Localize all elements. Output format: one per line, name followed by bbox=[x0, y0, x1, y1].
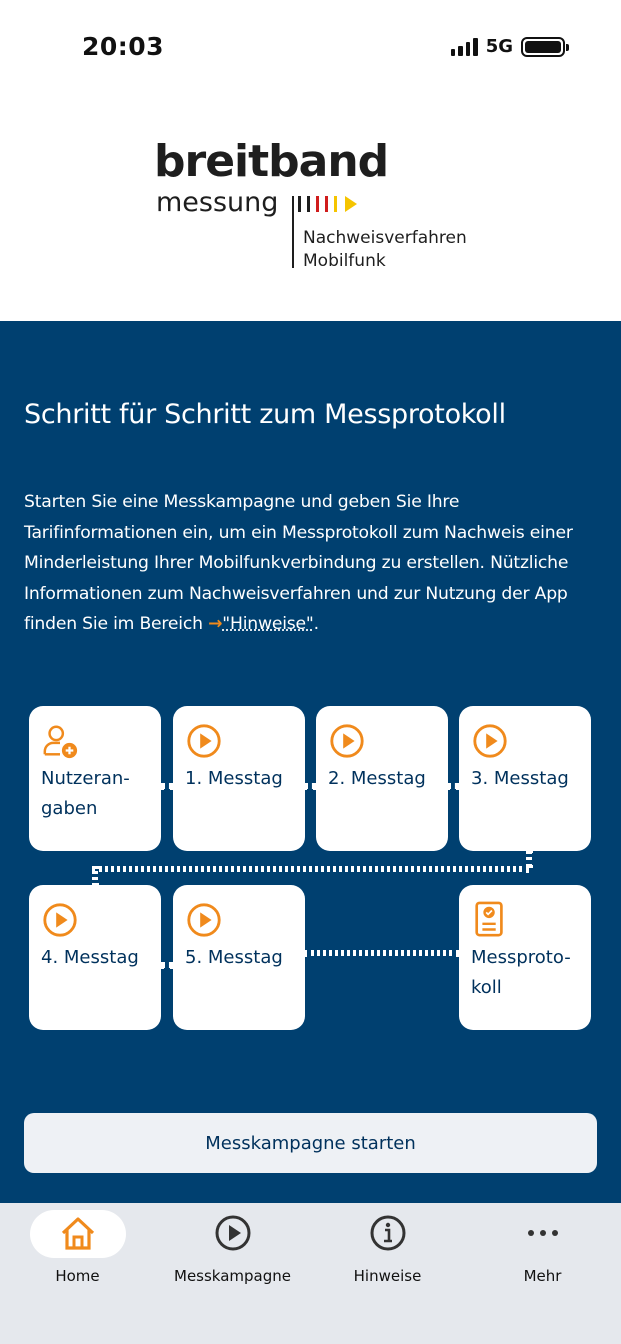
arrow-right-icon: → bbox=[208, 614, 223, 634]
connector bbox=[161, 962, 173, 968]
logo-flag-icon bbox=[292, 196, 357, 212]
nav-label-hinweise: Hinweise bbox=[353, 1267, 422, 1285]
battery-icon bbox=[521, 37, 565, 57]
status-indicators bbox=[451, 36, 565, 57]
step-label: Messproto- koll bbox=[471, 947, 571, 998]
nav-mehr[interactable] bbox=[465, 1203, 620, 1303]
step-label: 1. Messtag bbox=[185, 768, 283, 789]
connector bbox=[304, 950, 459, 956]
status-time: 20:03 bbox=[82, 32, 165, 61]
logo-description-line2: Mobilfunk bbox=[303, 251, 386, 271]
signal-icon bbox=[451, 38, 478, 56]
play-icon bbox=[471, 722, 509, 760]
logo-subtitle: messung bbox=[156, 187, 279, 218]
step-label: Nutzeran- gaben bbox=[41, 768, 130, 819]
nav-label-home: Home bbox=[55, 1267, 100, 1285]
logo-description-line1: Nachweisverfahren bbox=[303, 228, 467, 248]
play-icon bbox=[328, 722, 366, 760]
step-card-nutzerangaben[interactable] bbox=[29, 706, 161, 851]
logo-description bbox=[303, 227, 467, 273]
connector bbox=[447, 783, 459, 789]
connector bbox=[92, 866, 529, 872]
play-circle-icon bbox=[213, 1213, 253, 1253]
protocol-icon bbox=[471, 901, 509, 939]
connector bbox=[161, 783, 173, 789]
start-campaign-button[interactable]: Messkampagne starten bbox=[24, 1113, 597, 1173]
bottom-navigation bbox=[0, 1203, 621, 1344]
page-title: Schritt für Schritt zum Messprotokoll bbox=[24, 399, 506, 430]
step-card-messtag-2[interactable] bbox=[316, 706, 448, 851]
step-card-messtag-3[interactable] bbox=[459, 706, 591, 851]
home-icon bbox=[58, 1213, 98, 1253]
user-add-icon bbox=[41, 722, 79, 760]
intro-end: . bbox=[313, 614, 319, 634]
step-label: 3. Messtag bbox=[471, 768, 569, 789]
step-label: 2. Messtag bbox=[328, 768, 426, 789]
step-label: 4. Messtag bbox=[41, 947, 139, 968]
status-bar bbox=[0, 0, 621, 96]
intro-text bbox=[24, 487, 599, 640]
step-card-messtag-1[interactable] bbox=[173, 706, 305, 851]
step-card-messtag-4[interactable] bbox=[29, 885, 161, 1030]
nav-hinweise[interactable] bbox=[310, 1203, 465, 1303]
logo-title: breitband bbox=[154, 136, 389, 187]
step-label: 5. Messtag bbox=[185, 947, 283, 968]
connector bbox=[92, 866, 98, 886]
step-card-messtag-5[interactable] bbox=[173, 885, 305, 1030]
play-icon bbox=[41, 901, 79, 939]
more-icon bbox=[523, 1213, 563, 1253]
hinweise-link[interactable]: "Hinweise" bbox=[222, 614, 314, 634]
nav-label-messkampagne: Messkampagne bbox=[174, 1267, 291, 1285]
intro-paragraph: Starten Sie eine Messkampagne und geben Sie Ihre Tarifinformationen ein, um ein Messprotokoll zum Nachweis einer Minderleistung Ihrer Mobilfunkverbindung zu erstellen. Nützliche Informationen zum Nachweisverfahren und zur Nutzung der App finden Sie im Bereich bbox=[24, 492, 573, 634]
logo-header bbox=[0, 96, 621, 321]
info-icon bbox=[368, 1213, 408, 1253]
main-section bbox=[0, 321, 621, 1203]
network-label: 5G bbox=[485, 36, 513, 57]
nav-home[interactable] bbox=[0, 1203, 155, 1303]
connector bbox=[304, 783, 316, 789]
step-card-messprotokoll[interactable] bbox=[459, 885, 591, 1030]
nav-messkampagne[interactable] bbox=[155, 1203, 310, 1303]
nav-label-mehr: Mehr bbox=[523, 1267, 562, 1285]
play-icon bbox=[185, 901, 223, 939]
play-icon bbox=[185, 722, 223, 760]
